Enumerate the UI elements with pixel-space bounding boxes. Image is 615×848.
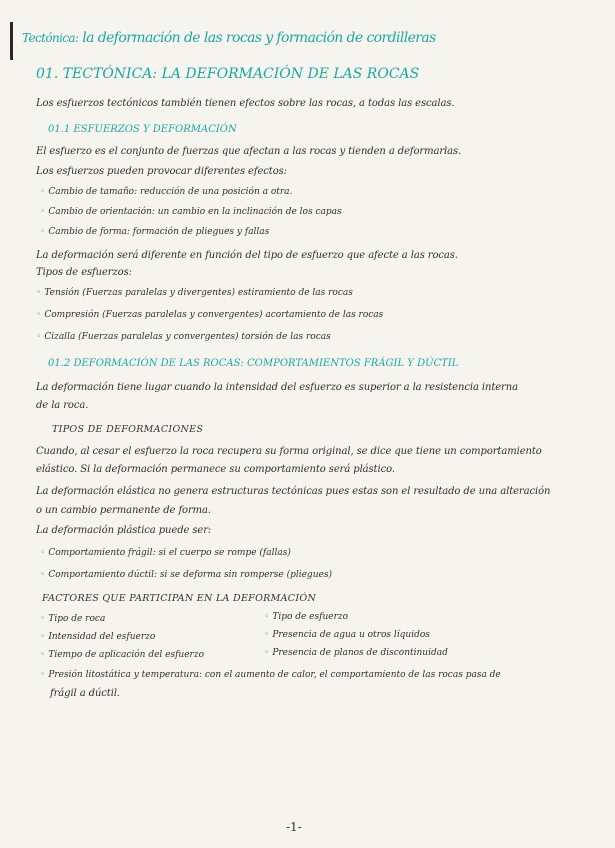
text-line: Tipos de esfuerzos:: [36, 267, 132, 278]
text-line: El esfuerzo es el conjunto de fuerzas que afectan a las rocas y tienden a deformarlas.: [36, 146, 462, 157]
effect-item: ◦ Cambio de orientación: un cambio en la inclinación de los capas: [40, 207, 342, 217]
effect-item: ◦ Cambio de tamaño: reducción de una posición a otra.: [40, 187, 292, 197]
text-line: La deformación elástica no genera estructuras tectónicas pues estas son el resultado de una alteración: [36, 486, 551, 497]
page-title-main: Tectónica:: [22, 31, 79, 45]
text-line: La deformación plástica puede ser:: [36, 525, 212, 536]
factors-heading: FACTORES QUE PARTICIPAN EN LA DEFORMACIÓN: [42, 593, 317, 604]
title-margin-bar: [10, 22, 13, 60]
section-1-heading: 01. TECTÓNICA: LA DEFORMACIÓN DE LAS ROCAS: [36, 66, 420, 82]
plastic-behaviour-item: ◦ Comportamiento dúctil: si se deforma sin romperse (pliegues): [40, 570, 332, 580]
section-1-intro: Los esfuerzos tectónicos también tienen efectos sobre las rocas, a todas las escalas.: [36, 98, 455, 109]
factor-item: ◦ Presencia de agua u otros líquidos: [264, 630, 430, 640]
page-title: [22, 16, 607, 60]
text-line: de la roca.: [36, 400, 89, 411]
effect-item: ◦ Cambio de forma: formación de pliegues y fallas: [40, 227, 269, 237]
text-line: La deformación tiene lugar cuando la intensidad del esfuerzo es superior a la resistencia interna: [36, 382, 518, 393]
stress-type-item: ◦ Cizalla (Fuerzas paralelas y convergentes) torsión de las rocas: [36, 332, 331, 342]
stress-type-item: ◦ Compresión (Fuerzas paralelas y convergentes) acortamiento de las rocas: [36, 310, 383, 320]
section-1-1-heading: 01.1 ESFUERZOS Y DEFORMACIÓN: [48, 124, 237, 135]
page-title-rest: la deformación de las rocas y formación de cordilleras: [78, 30, 436, 46]
factor-item: ◦ Intensidad del esfuerzo: [40, 632, 155, 642]
stress-type-item: ◦ Tensión (Fuerzas paralelas y divergentes) estiramiento de las rocas: [36, 288, 353, 298]
factor-item: ◦ Tipo de roca: [40, 614, 105, 624]
text-line: La deformación será diferente en función del tipo de esfuerzo que afecte a las rocas.: [36, 250, 458, 261]
text-line: frágil a dúctil.: [50, 688, 120, 699]
page-number: -1-: [286, 820, 302, 834]
factor-item: ◦ Presencia de planos de discontinuidad: [264, 648, 448, 658]
text-line: Los esfuerzos pueden provocar diferentes efectos:: [36, 166, 287, 177]
pressure-temperature-item: ◦ Presión litostática y temperatura: con el aumento de calor, el comportamiento de las rocas pasa de: [40, 670, 501, 680]
factor-item: ◦ Tiempo de aplicación del esfuerzo: [40, 650, 204, 660]
text-line: o un cambio permanente de forma.: [36, 505, 211, 516]
plastic-behaviour-item: ◦ Comportamiento frágil: si el cuerpo se rompe (fallas): [40, 548, 291, 558]
text-line: elástico. Si la deformación permanece su comportamiento será plástico.: [36, 464, 395, 475]
section-1-2-heading: 01.2 DEFORMACIÓN DE LAS ROCAS: COMPORTAMIENTOS FRÁGIL Y DÚCTIL: [48, 358, 459, 369]
text-line: Cuando, al cesar el esfuerzo la roca recupera su forma original, se dice que tiene un comportamiento: [36, 446, 542, 457]
deformation-types-subheading: TIPOS DE DEFORMACIONES: [52, 424, 204, 435]
factor-item: ◦ Tipo de esfuerzo: [264, 612, 348, 622]
